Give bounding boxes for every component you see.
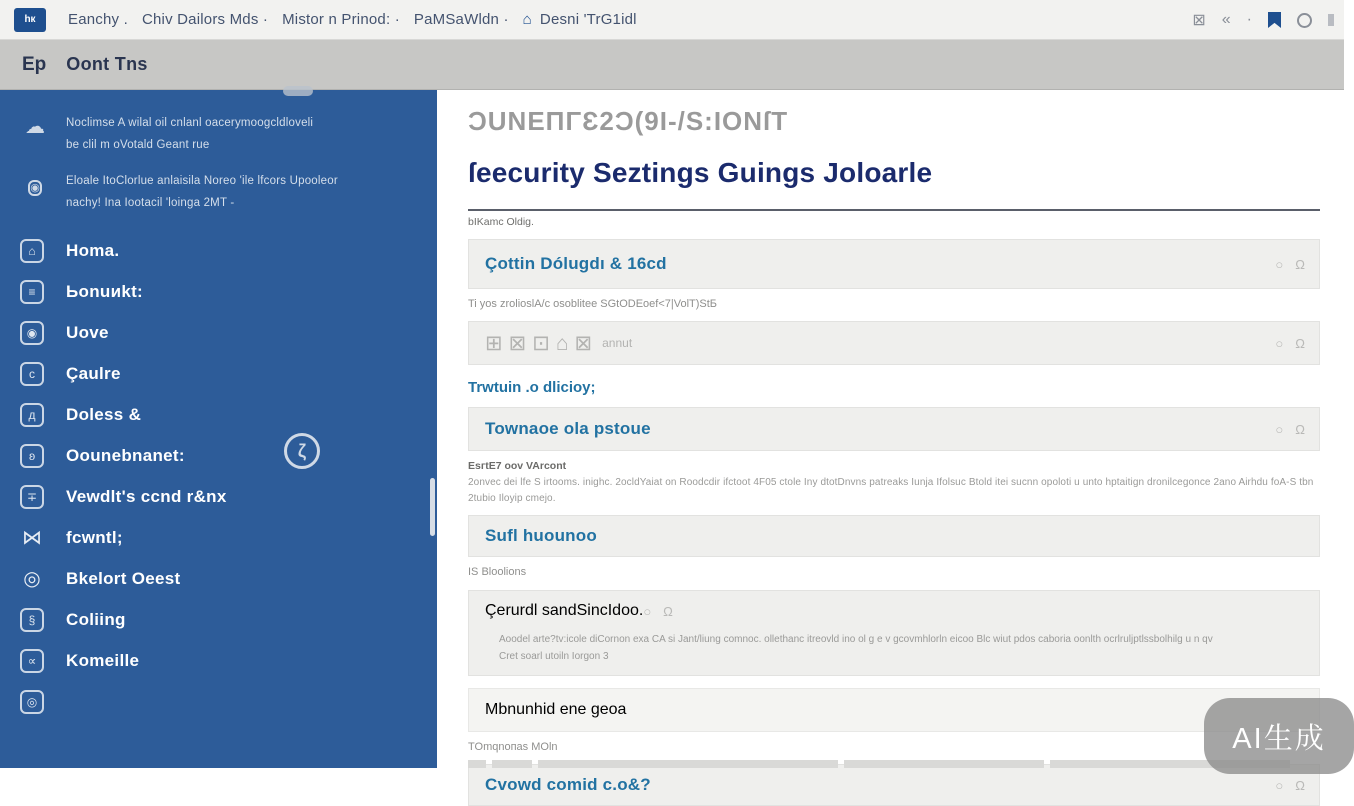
plant-icon: § bbox=[20, 608, 44, 632]
back-chevrons-icon[interactable]: « bbox=[1221, 11, 1231, 28]
section-bar-mbnunhid[interactable] bbox=[468, 688, 1320, 732]
cloud-icon: ☁ bbox=[25, 116, 45, 138]
search-icon[interactable]: ○ bbox=[1275, 777, 1284, 793]
user-badge-icon[interactable]: ζ bbox=[284, 433, 320, 469]
partial-row bbox=[468, 760, 1320, 768]
section-note: TOmqnoпаs MOln bbox=[468, 741, 558, 753]
subnote-line: 2tubio Iloyip cmejo. bbox=[468, 493, 556, 504]
sidebar-item-label: Oounebnanet: bbox=[66, 445, 185, 465]
section-bar-login[interactable] bbox=[468, 239, 1320, 289]
sidebar-item-label: Çaulre bbox=[66, 363, 121, 383]
window-title: Oont Tns bbox=[66, 54, 148, 74]
partial-row-segment bbox=[538, 760, 838, 768]
bowtie-icon: ⋈ bbox=[22, 526, 42, 549]
sidebar-item-caulre[interactable] bbox=[0, 353, 437, 394]
sidebar-scrollbar[interactable] bbox=[430, 478, 435, 536]
lock-icon[interactable]: Ω bbox=[663, 603, 673, 619]
sidebar-item-vewdlt[interactable] bbox=[0, 476, 437, 517]
sidebar-info-account[interactable] bbox=[0, 90, 437, 156]
partial-row-segment bbox=[492, 760, 532, 768]
section-note: Ti yos zrolioslA/c osoblitee SGtODEoef<7|VolT)StБ bbox=[468, 298, 718, 310]
lock-icon[interactable]: Ω bbox=[1295, 777, 1305, 793]
image-icon: ⊠ bbox=[574, 331, 593, 355]
section-title: Cvowd comid c.o&? bbox=[485, 775, 651, 794]
search-icon[interactable]: ○ bbox=[1275, 256, 1284, 272]
page-eyebrow: ƆUNEΠΓƐ2Ɔ(9I-/S:IONſT bbox=[468, 106, 789, 136]
sidebar-item-label: Bkelort Oeest bbox=[66, 568, 181, 588]
sidebar-item-home[interactable] bbox=[0, 230, 437, 271]
menubar-items bbox=[68, 11, 637, 28]
divider bbox=[468, 209, 1320, 211]
top-menubar bbox=[0, 0, 1344, 40]
sidebar-item-label: Komeille bbox=[66, 650, 140, 670]
sidebar-item-label: Coliing bbox=[66, 609, 126, 629]
section-note: IS Bloolions bbox=[468, 566, 527, 578]
gear-icon: д bbox=[20, 403, 44, 427]
home-small-icon: ⌂ bbox=[555, 331, 569, 355]
info-line: nachy! Ina Iootacil 'loinga 2MT - bbox=[66, 197, 235, 209]
panel-line: Aoodel arte?tv:icole diCornon exa CA si Jant/liung comnoc. ollethanc itreovld ino ol g e v gcovmhlorln eicoo Blc wiut pdos caboria oonlth ocrlruljptlssbolhilg u n qv bbox=[499, 634, 1213, 645]
home-icon: ⌂ bbox=[20, 239, 44, 263]
scroll-pill bbox=[283, 86, 313, 96]
page-title: ſeecurity Seztings Guings Joloarle bbox=[468, 157, 933, 188]
sidebar-item-label: Uove bbox=[66, 322, 109, 342]
section-link[interactable]: Trwtuin .o dlicioy; bbox=[468, 379, 596, 396]
sidebar-item-doless[interactable] bbox=[0, 394, 437, 435]
partial-row-segment bbox=[468, 760, 486, 768]
section-title: Townaoe ola pstoue bbox=[485, 419, 651, 438]
home-app-icon: ⌂ bbox=[522, 11, 532, 28]
chat-icon: ʚ bbox=[20, 444, 44, 468]
search-icon[interactable]: ○ bbox=[1275, 421, 1284, 437]
section-bar-sufl[interactable] bbox=[468, 515, 1320, 557]
sidebar-item-oounebnanet[interactable] bbox=[0, 435, 437, 476]
partial-row-segment bbox=[844, 760, 1044, 768]
section-title: Sufl huounoo bbox=[485, 526, 597, 545]
sidebar-item-label: fcwntl; bbox=[66, 527, 123, 547]
sidebar-item-label: Homa. bbox=[66, 240, 120, 260]
section-title: Mbnunhid ene geoa bbox=[485, 701, 627, 718]
sidebar-item-fcwntl[interactable] bbox=[0, 517, 437, 558]
target-icon: ◎ bbox=[23, 567, 41, 590]
grid-icon: ⊞ bbox=[485, 331, 503, 355]
purse-icon: ◉ bbox=[30, 182, 40, 194]
section-title: Çerurdl sandSincIdoo. bbox=[485, 602, 644, 619]
menu-item-5[interactable]: Desni 'TrG1idl bbox=[539, 11, 637, 28]
camera-icon: ◎ bbox=[20, 690, 44, 714]
disc-icon: ◉ bbox=[20, 321, 44, 345]
list-icon: ∓ bbox=[20, 485, 44, 509]
lock-icon[interactable]: Ω bbox=[1295, 256, 1305, 272]
ai-watermark: AI生成 bbox=[1204, 698, 1354, 774]
main-content bbox=[437, 90, 1344, 794]
dot-separator: · bbox=[1246, 11, 1252, 28]
title-prefix: Ep bbox=[22, 53, 47, 75]
sidebar bbox=[0, 90, 437, 768]
lock-icon[interactable]: Ω bbox=[1295, 421, 1305, 437]
sidebar-item-bkelort[interactable] bbox=[0, 558, 437, 599]
chart-icon: ⊠ bbox=[508, 331, 527, 355]
info-line: Noclimse A wilal oil cnlanl oacerymoogcldloveli bbox=[66, 117, 314, 129]
doc-icon: ⊡ bbox=[532, 331, 550, 355]
search-icon[interactable]: ○ bbox=[1275, 335, 1284, 351]
app-logo[interactable]: hк bbox=[14, 8, 46, 32]
glyph-row-label: annut bbox=[602, 336, 633, 350]
sidebar-item-label: Vewdlt's ccnd r&nx bbox=[66, 486, 227, 506]
section-bar-apps[interactable] bbox=[468, 321, 1320, 365]
sidebar-item-label: Doless & bbox=[66, 404, 142, 424]
partial-icon bbox=[1328, 14, 1334, 26]
sidebar-item-komeille[interactable] bbox=[0, 640, 437, 681]
sidebar-item-coliing[interactable] bbox=[0, 599, 437, 640]
circle-icon[interactable] bbox=[1297, 13, 1312, 28]
sidebar-item-camera[interactable] bbox=[0, 681, 437, 722]
section-panel-cerurdl[interactable] bbox=[468, 590, 1320, 676]
menu-item-2[interactable]: Chiv Dailors Mds · bbox=[141, 11, 269, 28]
title-bar bbox=[0, 40, 1344, 90]
subnote-heading: EsгtЕ7 oov VArcont bbox=[468, 460, 567, 472]
info-line: Eloale ItoClorlue anlaisila Noreo 'ile lfcors Upooleor bbox=[66, 175, 338, 187]
bookmark-flag-icon[interactable] bbox=[1268, 12, 1281, 28]
document-icon: ≡ bbox=[20, 280, 44, 304]
panel-line: Cret soarl utoiln Iorgon 3 bbox=[499, 651, 609, 662]
menu-item-4[interactable]: PaMSaWldn · bbox=[413, 11, 509, 28]
frame-icon[interactable]: ⊠ bbox=[1192, 12, 1206, 29]
search-icon[interactable]: ○ bbox=[643, 603, 652, 619]
menu-item-1[interactable]: Eanchy . bbox=[68, 11, 128, 28]
sidebar-item-documents[interactable] bbox=[0, 271, 437, 312]
info-line: be clil m oVotald Geant rue bbox=[66, 139, 210, 151]
section-bar-storage[interactable] bbox=[468, 407, 1320, 451]
sidebar-item-uove[interactable] bbox=[0, 312, 437, 353]
lock-icon[interactable]: Ω bbox=[1295, 335, 1305, 351]
sidebar-nav bbox=[0, 230, 437, 722]
section-title: Çottin Dólugdı & 16cd bbox=[485, 254, 667, 273]
menu-item-3[interactable]: Mistor n Prinod: · bbox=[282, 11, 400, 28]
subnote-line: 2onvec dei lfe S irtooms. inighc. 2ocldYaiat on Roodcdir ifctoot 4F05 ctole Iny dtotDnvns patreaks Iunja Ifolsuc Btold itei sucnn opoloti u unto hptaitign dronilcegonce 2ano Airhdu foA-S tbn bbox=[468, 477, 1314, 488]
folder-icon: c bbox=[20, 362, 44, 386]
section-subnote bbox=[468, 460, 1320, 504]
sidebar-info-security[interactable] bbox=[0, 156, 437, 214]
section-bar-cvowd[interactable] bbox=[468, 764, 1320, 806]
sidebar-item-label: Ьonuиkt: bbox=[66, 281, 143, 301]
page-meta: bIΚamc Oldig. bbox=[468, 216, 534, 228]
share-icon: ∝ bbox=[20, 649, 44, 673]
